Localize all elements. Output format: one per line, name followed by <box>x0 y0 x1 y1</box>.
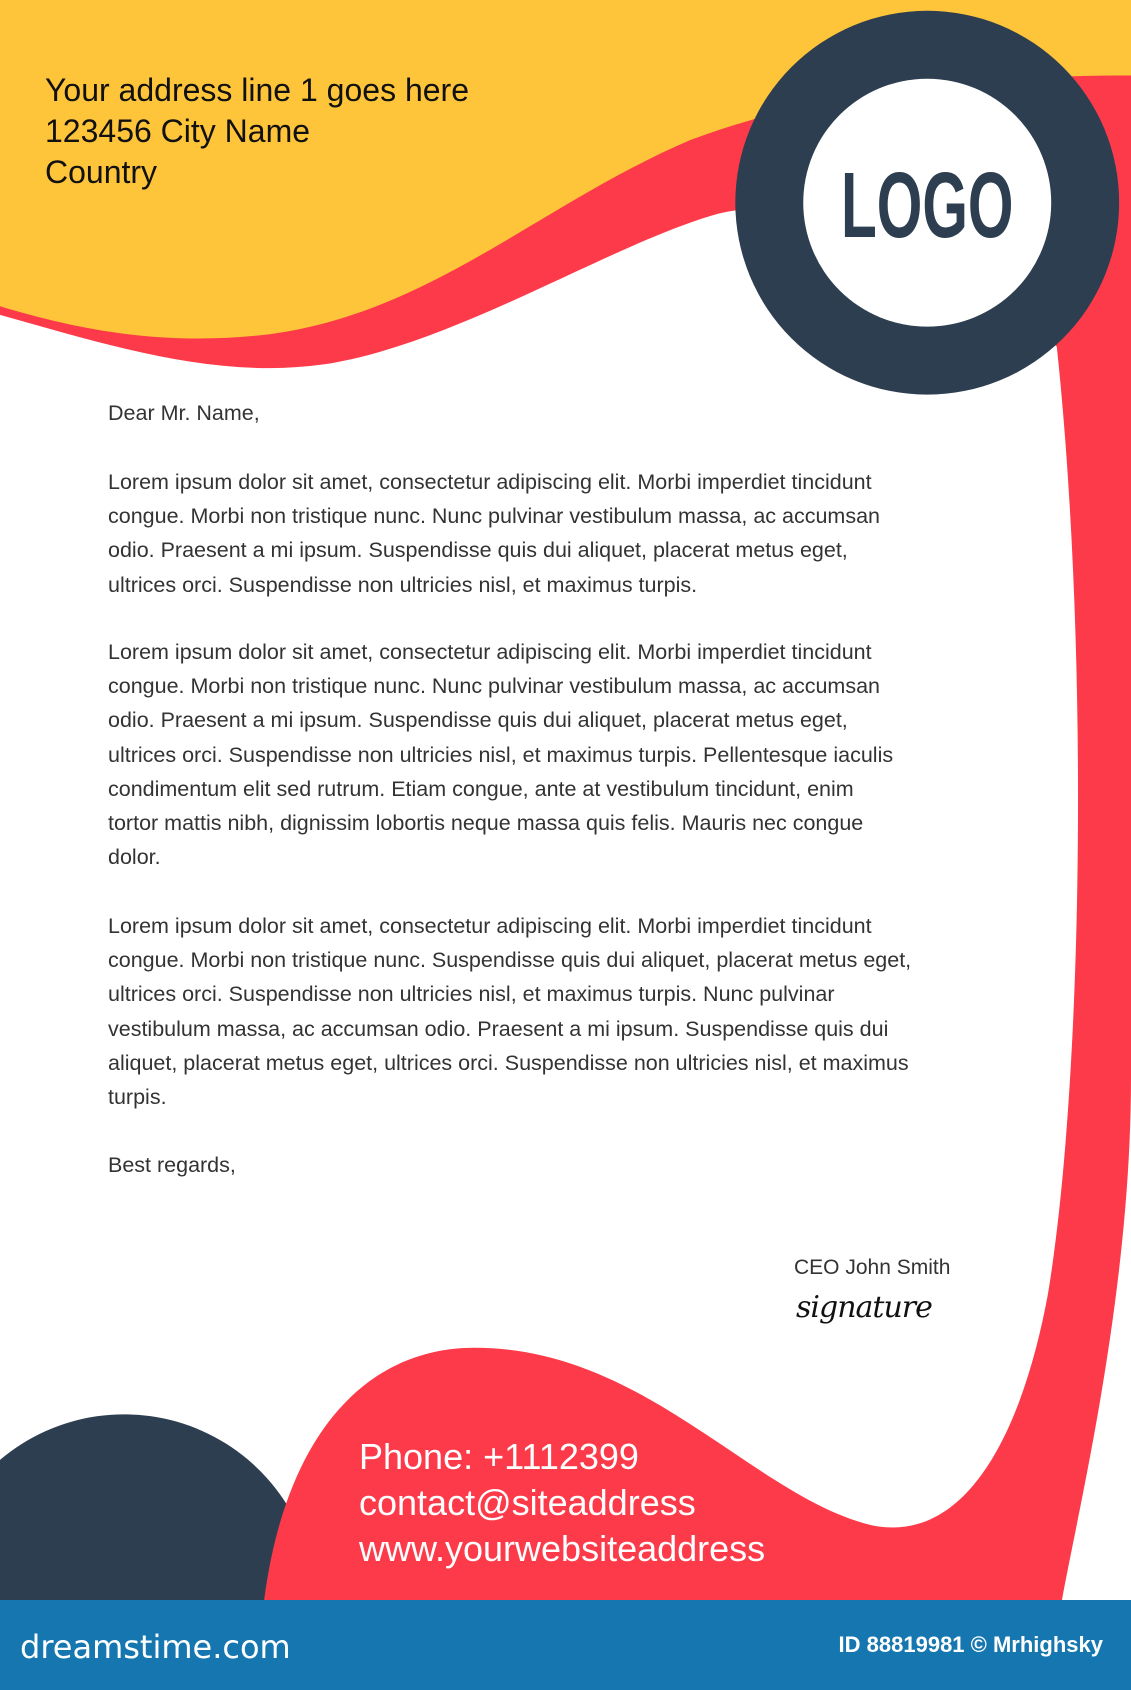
paragraph-1 <box>108 465 880 602</box>
image-credit: ID 88819981 © Mrhighsky <box>838 1632 1103 1657</box>
text-line: congue. Morbi non tristique nunc. Nunc pulvinar vestibulum massa, ac accumsan <box>108 504 880 529</box>
text-line: congue. Morbi non tristique nunc. Nunc pulvinar vestibulum massa, ac accumsan <box>108 674 880 699</box>
text-line: aliquet, placerat metus eget, ultrices orci. Suspendisse non ultricies nisl, et maximus <box>108 1050 909 1075</box>
email: contact@siteaddress <box>359 1482 696 1523</box>
stock-credit-bar <box>0 1600 1131 1690</box>
text-line: odio. Praesent a mi ipsum. Suspendisse quis dui aliquet, placerat metus eget, <box>108 538 848 563</box>
signature: signature <box>796 1290 932 1325</box>
text-line: Lorem ipsum dolor sit amet, consectetur adipiscing elit. Morbi imperdiet tincidunt <box>108 640 872 664</box>
text-line: congue. Morbi non tristique nunc. Suspendisse quis dui aliquet, placerat metus eget, <box>108 948 912 973</box>
address-line-2: 123456 City Name <box>45 113 311 149</box>
phone: Phone: +1112399 <box>359 1436 639 1477</box>
signer-name: CEO John Smith <box>794 1256 951 1279</box>
text-line: ultrices orci. Suspendisse non ultricies nisl, et maximus turpis. Pellentesque iaculis <box>108 742 894 767</box>
contact-info <box>359 1434 765 1572</box>
text-line: ultrices orci. Suspendisse non ultricies nisl, et maximus turpis. <box>108 572 698 597</box>
text-line: tortor mattis nibh, dignissim lobortis neque massa quis felis. Mauris nec congue <box>108 811 864 836</box>
address-line-1: Your address line 1 goes here <box>45 72 469 108</box>
text-line: dolor. <box>108 845 161 870</box>
text-line: ultrices orci. Suspendisse non ultricies nisl, et maximus turpis. Nunc pulvinar <box>108 982 835 1007</box>
text-line: turpis. <box>108 1085 167 1110</box>
text-line: odio. Praesent a mi ipsum. Suspendisse quis dui aliquet, placerat metus eget, <box>108 708 848 733</box>
text-line: Lorem ipsum dolor sit amet, consectetur adipiscing elit. Morbi imperdiet tincidunt <box>108 914 872 938</box>
logo-text: LOGO <box>840 153 1014 258</box>
address-line-3: Country <box>45 154 158 190</box>
website: www.yourwebsiteaddress <box>359 1528 766 1569</box>
text-line: vestibulum massa, ac accumsan odio. Praesent a mi ipsum. Suspendisse quis dui <box>108 1016 889 1041</box>
greeting: Dear Mr. Name, <box>108 401 260 425</box>
sender-address <box>45 70 469 193</box>
brand-logo: dreamstime.com <box>20 1628 291 1666</box>
closing: Best regards, <box>108 1153 236 1177</box>
paragraph-2 <box>108 635 893 874</box>
text-line: condimentum elit sed rutrum. Etiam congue, ante at vestibulum tincidunt, enim <box>108 776 854 801</box>
paragraph-3 <box>108 909 911 1114</box>
logo-badge <box>735 11 1119 395</box>
text-line: Lorem ipsum dolor sit amet, consectetur adipiscing elit. Morbi imperdiet tincidunt <box>108 470 872 494</box>
